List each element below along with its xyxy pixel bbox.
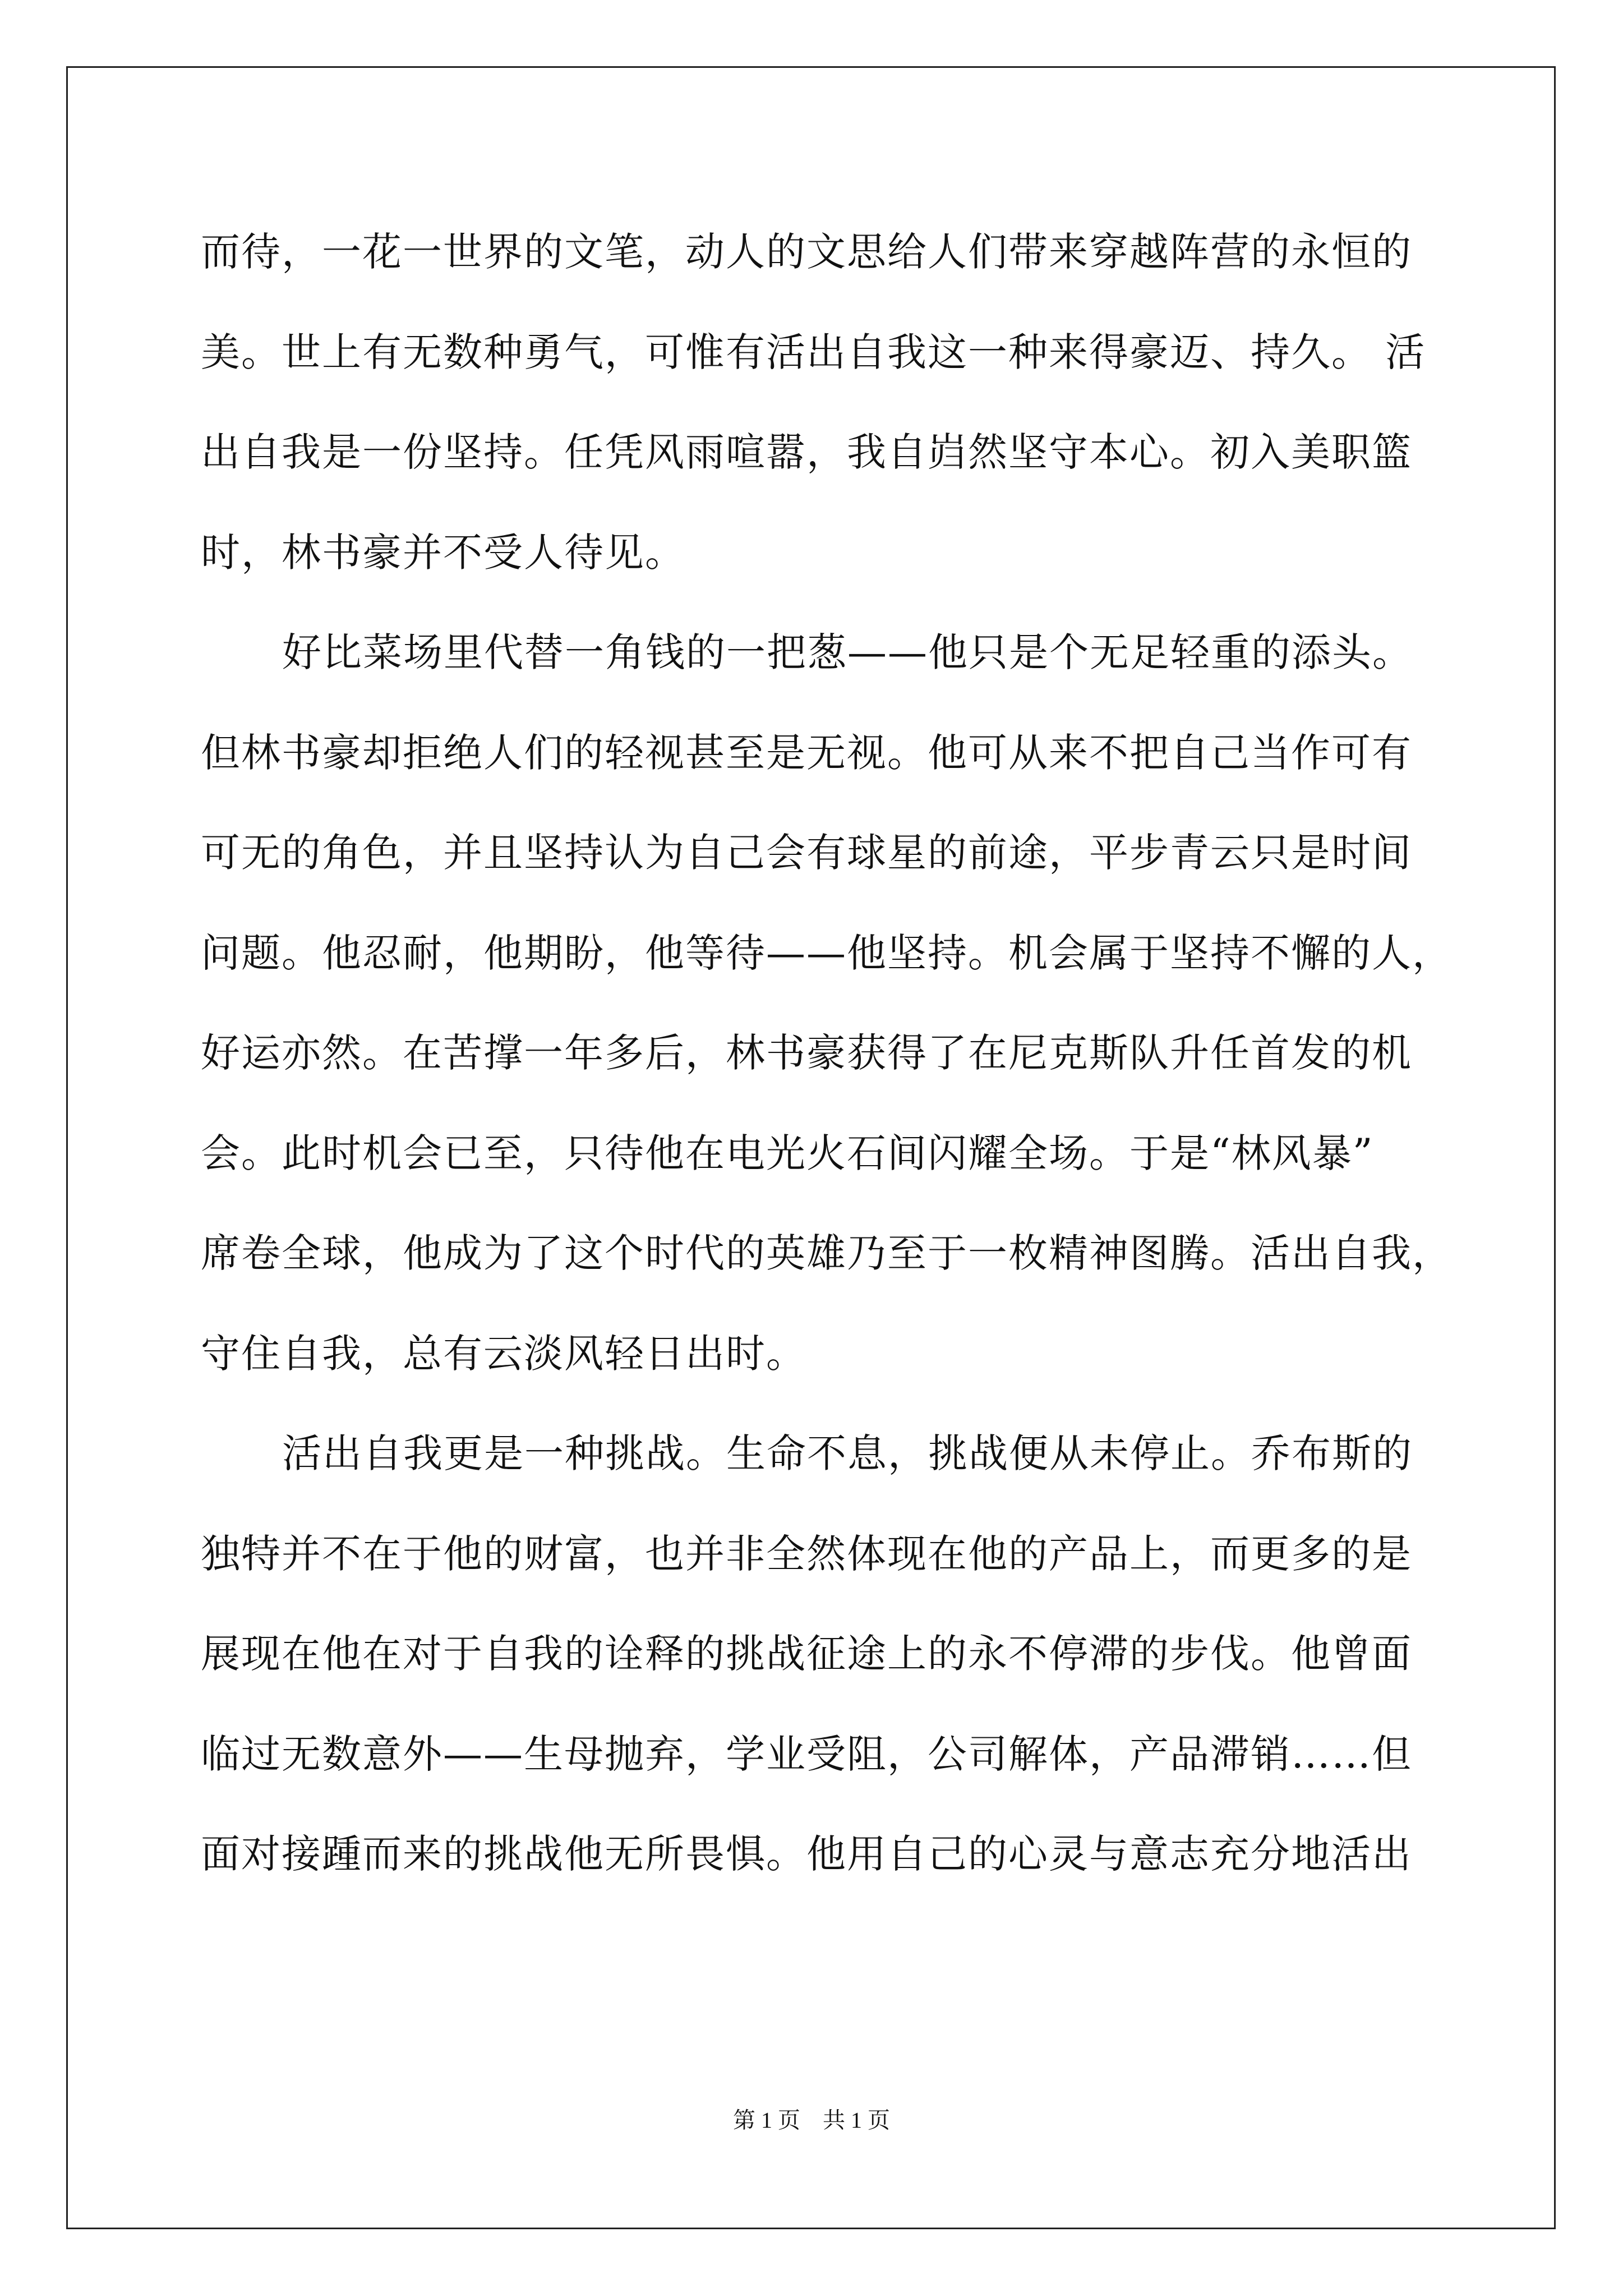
text-line: 展现在他在对于自我的诠释的挑战征途上的永不停滞的步伐。他曾面 [201, 1631, 1412, 1677]
text-line: 独特并不在于他的财富，也并非全然体现在他的产品上，而更多的是 [201, 1530, 1412, 1577]
text-line: 美。世上有无数种勇气，可惟有活出自我这一种来得豪迈、持久。 活 [201, 329, 1426, 375]
total-pages: 共 1 页 [823, 2108, 890, 2133]
text-line: 出自我是一份坚持。任凭风雨喧嚣，我自岿然坚守本心。初入美职篮 [201, 429, 1412, 475]
text-line: 席卷全球，他成为了这个时代的英雄乃至于一枚精神图腾。活出自我， [201, 1230, 1453, 1276]
text-line: 临过无数意外——生母抛弃，学业受阻，公司解体，产品滞销……但 [201, 1731, 1412, 1777]
text-line: 会。此时机会已至，只待他在电光火石间闪耀全场。于是“林风暴” [201, 1130, 1374, 1176]
text-line: 但林书豪却拒绝人们的轻视甚至是无视。他可从来不把自己当作可有 [201, 729, 1412, 776]
page-number: 第 1 页 [733, 2108, 800, 2133]
text-line: 而待，一花一世界的文笔，动人的文思给人们带来穿越阵营的永恒的 [201, 229, 1412, 275]
text-line: 面对接踵而来的挑战他无所畏惧。他用自己的心灵与意志充分地活出 [201, 1831, 1412, 1877]
text-line: 问题。他忍耐，他期盼，他等待——他坚持。机会属于坚持不懈的人， [201, 930, 1453, 976]
text-line: 好运亦然。在苦撑一年多后，林书豪获得了在尼克斯队升任首发的机 [201, 1030, 1412, 1076]
text-line: 守住自我，总有云淡风轻日出时。 [201, 1330, 806, 1377]
paragraph-start-line: 好比菜场里代替一角钱的一把葱——他只是个无足轻重的添头。 [282, 629, 1413, 675]
text-line: 可无的角色，并且坚持认为自己会有球星的前途，平步青云只是时间 [201, 830, 1412, 876]
text-line: 时，林书豪并不受人待见。 [201, 529, 685, 576]
document-body [201, 202, 1453, 1904]
paragraph-start-line: 活出自我更是一种挑战。生命不息，挑战便从未停止。乔布斯的 [282, 1430, 1413, 1476]
page-footer [0, 2106, 1623, 2134]
